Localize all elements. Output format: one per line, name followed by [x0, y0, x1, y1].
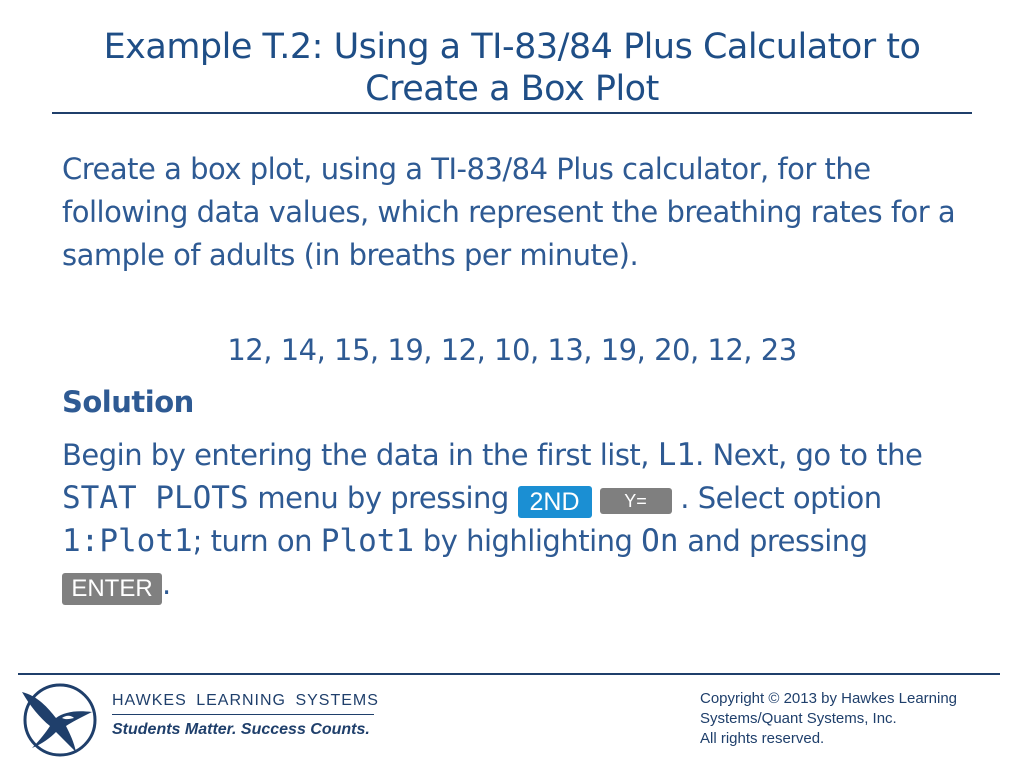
company-slogan: Students Matter. Success Counts.	[112, 721, 370, 738]
hawk-logo-icon	[18, 682, 98, 758]
intro-paragraph: Create a box plot, using a TI-83/84 Plus calculator, for the following data values, which represent the breathing rates for a sample of adults (in breaths per minute).	[62, 152, 956, 272]
solution-heading: Solution	[62, 385, 194, 419]
list-name: L1	[657, 437, 696, 473]
on-label: On	[641, 523, 679, 559]
steps-text-6: by highlighting	[414, 524, 642, 558]
steps-text-8: .	[162, 567, 171, 601]
company-name: HAWKES LEARNING SYSTEMS	[112, 692, 379, 709]
title-line-1: Example T.2: Using a TI-83/84 Plus Calculator to	[103, 27, 921, 67]
option-name: 1:Plot1	[62, 523, 193, 559]
key-y-equals: Y=	[600, 488, 672, 514]
key-2nd: 2ND	[518, 486, 592, 518]
steps-text-7: and pressing	[678, 524, 868, 558]
copyright-line-3: All rights reserved.	[700, 730, 825, 747]
key-enter: ENTER	[62, 573, 162, 605]
slide-title	[40, 26, 984, 110]
solution-steps	[62, 434, 962, 606]
company-divider	[112, 714, 374, 715]
steps-text-2: . Next, go to the	[695, 438, 923, 472]
data-values: 12, 14, 15, 19, 12, 10, 13, 19, 20, 12, 23	[227, 333, 797, 367]
plot-name: Plot1	[320, 523, 415, 559]
copyright-line-2: Systems/Quant Systems, Inc.	[700, 710, 897, 727]
steps-text-1: Begin by entering the data in the first list,	[62, 438, 658, 472]
steps-text-4: . Select option	[671, 481, 882, 515]
footer-divider	[18, 673, 1000, 675]
steps-text-5: ; turn on	[192, 524, 321, 558]
menu-name: STAT PLOTS	[62, 480, 249, 516]
steps-text-3: menu by pressing	[248, 481, 518, 515]
copyright-line-1: Copyright © 2013 by Hawkes Learning	[700, 690, 958, 707]
copyright-notice	[700, 689, 1010, 749]
title-line-2: Create a Box Plot	[365, 69, 659, 109]
title-divider	[52, 112, 972, 114]
